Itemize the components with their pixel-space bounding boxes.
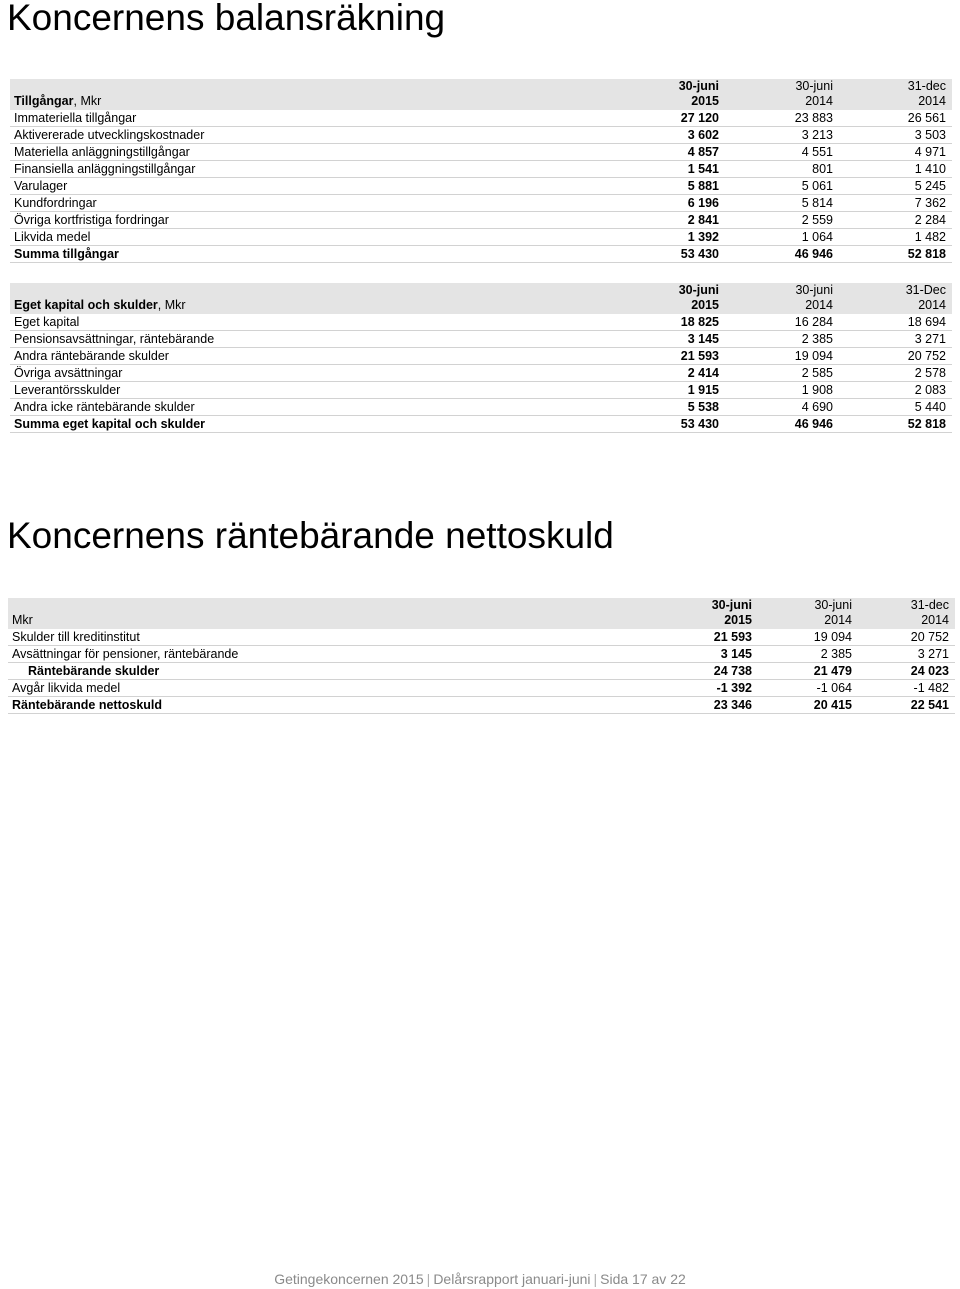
column-header: 30-juni 2014	[758, 598, 858, 629]
column-header: 30-juni 2014	[725, 79, 839, 110]
total-row	[10, 246, 952, 263]
cell: -1 064	[758, 680, 858, 697]
cell: 4 971	[839, 144, 952, 161]
cell: 3 271	[839, 331, 952, 348]
cell: 18 694	[839, 314, 952, 331]
total-row	[8, 697, 955, 714]
cell: 3 503	[839, 127, 952, 144]
cell: 2 385	[758, 646, 858, 663]
net-debt-table	[8, 598, 955, 714]
row-label: Andra räntebärande skulder	[10, 348, 615, 365]
table-row	[10, 348, 952, 365]
cell: 4 690	[725, 399, 839, 416]
cell: 23 346	[648, 697, 758, 714]
cell: 24 738	[648, 663, 758, 680]
row-label: Finansiella anläggningstillgångar	[10, 161, 615, 178]
row-label: Övriga avsättningar	[10, 365, 615, 382]
assets-table	[10, 79, 952, 263]
cell: 1 482	[839, 229, 952, 246]
column-header: 30-juni 2014	[725, 283, 839, 314]
row-label: Andra icke räntebärande skulder	[10, 399, 615, 416]
cell: -1 482	[858, 680, 955, 697]
cell: 3 145	[615, 331, 725, 348]
cell: 20 752	[839, 348, 952, 365]
row-label: Övriga kortfristiga fordringar	[10, 212, 615, 229]
table-row	[10, 144, 952, 161]
row-label: Avgår likvida medel	[8, 680, 648, 697]
table-row	[10, 212, 952, 229]
table-row	[8, 680, 955, 697]
table-row	[10, 127, 952, 144]
page-footer	[0, 1271, 960, 1287]
column-header: 31-Dec 2014	[839, 283, 952, 314]
row-label: Räntebärande nettoskuld	[8, 697, 648, 714]
cell: 3 602	[615, 127, 725, 144]
cell: 5 814	[725, 195, 839, 212]
row-label: Räntebärande skulder	[8, 663, 648, 680]
cell: 18 825	[615, 314, 725, 331]
cell: 16 284	[725, 314, 839, 331]
cell: 1 392	[615, 229, 725, 246]
cell: 24 023	[858, 663, 955, 680]
cell: 2 385	[725, 331, 839, 348]
cell: 2 585	[725, 365, 839, 382]
cell: 3 271	[858, 646, 955, 663]
cell: 46 946	[725, 416, 839, 433]
row-label: Avsättningar för pensioner, räntebärande	[8, 646, 648, 663]
cell: 4 857	[615, 144, 725, 161]
cell: 21 593	[648, 629, 758, 646]
cell: 2 578	[839, 365, 952, 382]
cell: 1 915	[615, 382, 725, 399]
total-row	[10, 416, 952, 433]
table-row	[10, 331, 952, 348]
cell: 20 752	[858, 629, 955, 646]
subtotal-row	[8, 663, 955, 680]
footer-separator: |	[426, 1271, 431, 1287]
cell: 20 415	[758, 697, 858, 714]
cell: 3 213	[725, 127, 839, 144]
cell: 1 410	[839, 161, 952, 178]
row-label: Summa tillgångar	[10, 246, 615, 263]
table-row	[10, 229, 952, 246]
cell: 2 559	[725, 212, 839, 229]
net-debt-header-row	[8, 598, 955, 629]
row-label: Immateriella tillgångar	[10, 110, 615, 127]
cell: 3 145	[648, 646, 758, 663]
cell: 5 440	[839, 399, 952, 416]
net-debt-header-label: Mkr	[8, 598, 648, 629]
column-header: 31-dec 2014	[839, 79, 952, 110]
table-row	[10, 110, 952, 127]
net-debt-title: Koncernens räntebärande nettoskuld	[7, 515, 614, 556]
cell: 7 362	[839, 195, 952, 212]
cell: 27 120	[615, 110, 725, 127]
cell: -1 392	[648, 680, 758, 697]
row-label: Leverantörsskulder	[10, 382, 615, 399]
cell: 23 883	[725, 110, 839, 127]
footer-separator: |	[593, 1271, 598, 1287]
cell: 2 284	[839, 212, 952, 229]
column-header: 30-juni 2015	[615, 283, 725, 314]
row-label: Kundfordringar	[10, 195, 615, 212]
cell: 26 561	[839, 110, 952, 127]
cell: 53 430	[615, 246, 725, 263]
table-row	[8, 629, 955, 646]
cell: 2 083	[839, 382, 952, 399]
row-label: Varulager	[10, 178, 615, 195]
column-header: 31-dec 2014	[858, 598, 955, 629]
cell: 5 538	[615, 399, 725, 416]
row-label: Aktivererade utvecklingskostnader	[10, 127, 615, 144]
cell: 801	[725, 161, 839, 178]
cell: 5 881	[615, 178, 725, 195]
cell: 22 541	[858, 697, 955, 714]
footer-page-number: Sida 17 av 22	[600, 1271, 686, 1287]
cell: 5 061	[725, 178, 839, 195]
liabilities-header-label: Eget kapital och skulder, Mkr	[10, 283, 615, 314]
table-row	[10, 399, 952, 416]
row-label: Materiella anläggningstillgångar	[10, 144, 615, 161]
cell: 4 551	[725, 144, 839, 161]
row-label: Pensionsavsättningar, räntebärande	[10, 331, 615, 348]
cell: 19 094	[725, 348, 839, 365]
table-row	[10, 195, 952, 212]
table-row	[10, 365, 952, 382]
cell: 2 414	[615, 365, 725, 382]
cell: 52 818	[839, 416, 952, 433]
cell: 1 541	[615, 161, 725, 178]
cell: 5 245	[839, 178, 952, 195]
table-row	[10, 178, 952, 195]
cell: 1 908	[725, 382, 839, 399]
table-row	[10, 382, 952, 399]
column-header: 30-juni 2015	[648, 598, 758, 629]
row-label: Likvida medel	[10, 229, 615, 246]
cell: 53 430	[615, 416, 725, 433]
footer-company: Getingekoncernen 2015	[274, 1271, 424, 1287]
liabilities-header-row	[10, 283, 952, 314]
cell: 2 841	[615, 212, 725, 229]
cell: 21 479	[758, 663, 858, 680]
table-row	[8, 646, 955, 663]
cell: 46 946	[725, 246, 839, 263]
cell: 1 064	[725, 229, 839, 246]
cell: 52 818	[839, 246, 952, 263]
balance-sheet-title: Koncernens balansräkning	[7, 0, 446, 38]
row-label: Eget kapital	[10, 314, 615, 331]
row-label: Skulder till kreditinstitut	[8, 629, 648, 646]
table-row	[10, 314, 952, 331]
footer-report: Delårsrapport januari-juni	[433, 1271, 591, 1287]
cell: 6 196	[615, 195, 725, 212]
assets-header-label: Tillgångar, Mkr	[10, 79, 615, 110]
assets-header-row	[10, 79, 952, 110]
column-header: 30-juni 2015	[615, 79, 725, 110]
equity-liabilities-table	[10, 283, 952, 433]
row-label: Summa eget kapital och skulder	[10, 416, 615, 433]
table-row	[10, 161, 952, 178]
cell: 21 593	[615, 348, 725, 365]
cell: 19 094	[758, 629, 858, 646]
